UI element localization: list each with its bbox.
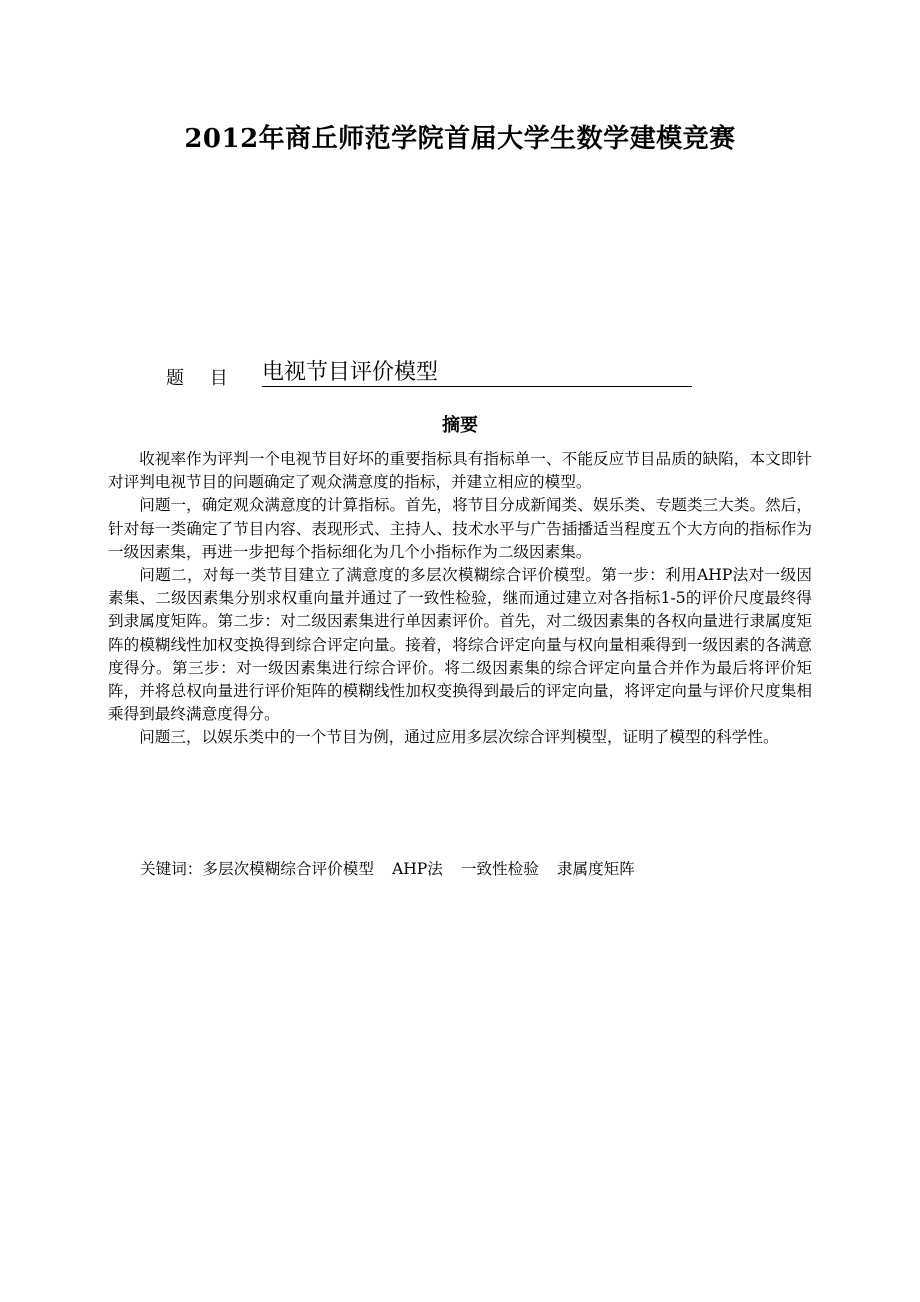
topic-row [166,360,706,390]
keyword: 一致性检验 [460,860,539,878]
abstract-paragraph: 问题二，对每一类节目建立了满意度的多层次模糊综合评价模型。第一步：利用AHP法对一级因素集、二级因素集分别求权重向量并通过了一致性检验，继而通过建立对各指标1-5的评价尺度最终得到隶属度矩阵。第二步：对二级因素集进行单因素评价。首先，对二级因素集的各权向量进行隶属度矩阵的模糊线性加权变换得到综合评定向量。接着，将综合评定向量与权向量相乘得到一级因素的各满意度得分。第三步：对一级因素集进行综合评价。将二级因素集的综合评定向量合并作为最后将评价矩阵，并将总权向量进行评价矩阵的模糊线性加权变换得到最后的评定向量，将评定向量与评价尺度集相乘得到最终满意度得分。 [108,566,812,724]
topic-label: 题 目 [166,368,238,389]
abstract-body [108,448,812,750]
keywords-label: 关键词： [140,860,203,878]
keywords-line [140,858,820,881]
abstract-paragraph: 问题一，确定观众满意度的计算指标。首先，将节目分成新闻类、娱乐类、专题类三大类。然后，针对每一类确定了节目内容、表现形式、主持人、技术水平与广告插播适当程度五个大方向的指标作为一级因素集，再进一步把每个指标细化为几个小指标作为二级因素集。 [108,496,812,561]
abstract-heading: 摘要 [442,415,478,436]
page-title: 2012年商丘师范学院首届大学生数学建模竞赛 [184,124,736,154]
topic-value: 电视节目评价模型 [262,360,692,387]
keyword: 多层次模糊综合评价模型 [202,860,374,878]
keyword: 隶属度矩阵 [556,860,635,878]
keyword: AHP法 [391,860,443,878]
abstract-paragraph: 问题三，以娱乐类中的一个节目为例，通过应用多层次综合评判模型，证明了模型的科学性。 [139,728,779,747]
abstract-paragraph: 收视率作为评判一个电视节目好坏的重要指标具有指标单一、不能反应节目品质的缺陷，本文即针对评判电视节目的问题确定了观众满意度的指标，并建立相应的模型。 [108,450,812,492]
